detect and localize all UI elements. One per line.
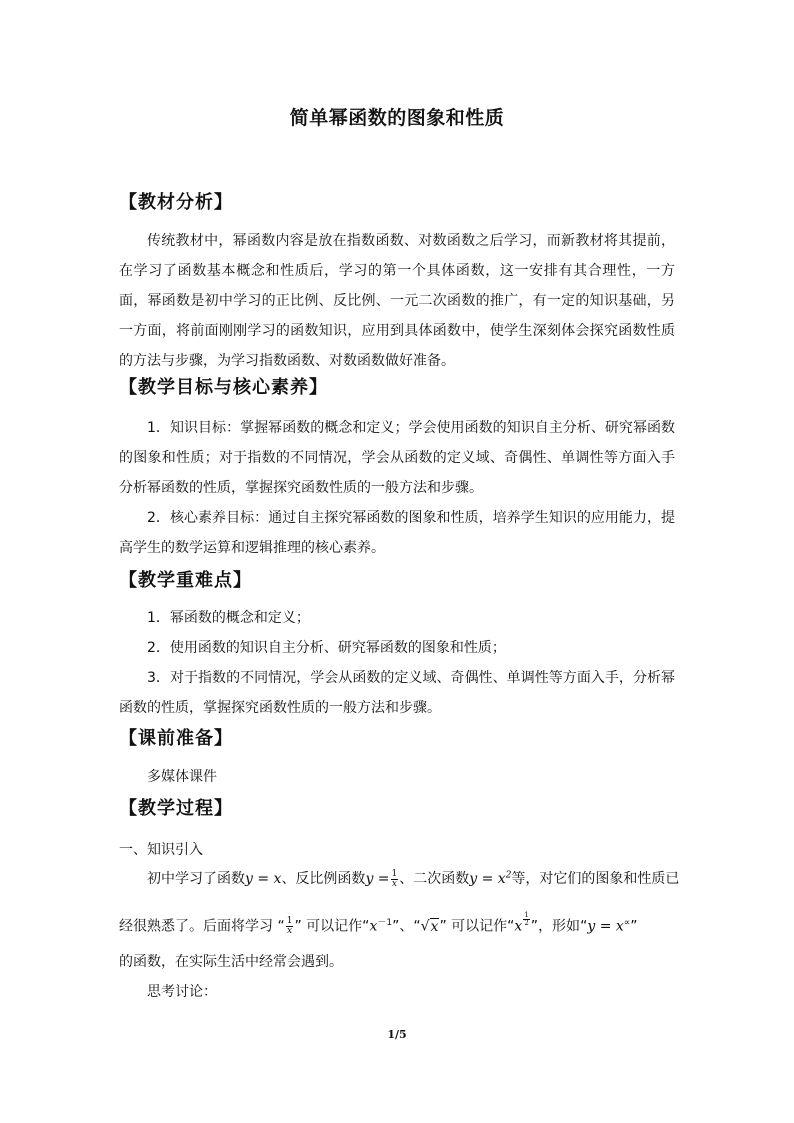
quote-close: ” <box>392 918 400 935</box>
intro-line-2 <box>119 912 637 936</box>
exponent-neg-one: －1 <box>377 918 393 928</box>
intro-text: 、 <box>399 918 414 935</box>
goals-item-2: 2．核心素养目标：通过自主探究幂函数的图象和性质，培养学生知识的应用能力，提高学生的数学运算和逻辑推理的核心素养。 <box>119 510 675 556</box>
think-discussion: 思考讨论： <box>147 984 217 1000</box>
formula-quadratic: y = x <box>469 871 506 887</box>
intro-text: ，形如 <box>538 918 581 935</box>
fraction-numerator: 1 <box>524 911 529 919</box>
prep-body: 多媒体课件 <box>147 769 217 785</box>
exponent-alpha: ∝ <box>623 918 631 928</box>
fraction-denominator: 2 <box>524 919 529 927</box>
key-point-3: 3．对于指数的不同情况，学会从函数的定义域、奇偶性、单调性等方面入手，分析幂函数的性质，掌握探究函数性质的一般方法和步骤。 <box>119 670 675 716</box>
goals-item-1: 1．知识目标：掌握幂函数的概念和定义；学会使用函数的知识自主分析、研究幂函数的图象和性质；对于指数的不同情况，学会从函数的定义域、奇偶性、单调性等方面入手分析幂函数的性质，掌握探究函数性质的一般方法和步骤。 <box>119 420 675 496</box>
quote-open: “ <box>580 918 588 935</box>
quote-open: “ <box>362 918 370 935</box>
intro-text: 等，对它们的图象和性质已 <box>511 871 680 887</box>
formula-x: x <box>369 918 378 935</box>
intro-line-1 <box>147 868 679 889</box>
document-title: 简单幂函数的图象和性质 <box>289 107 505 129</box>
intro-text: 、反比例函数 <box>281 871 366 887</box>
heading-key-points: 【教学重难点】 <box>119 570 252 591</box>
heading-analysis: 【教材分析】 <box>119 192 233 213</box>
intro-text: 初中学习了函数 <box>147 871 245 887</box>
formula-power: y = x <box>587 918 624 935</box>
fraction-one-over-x <box>391 870 399 889</box>
section-knowledge-intro: 一、知识引入 <box>119 842 203 858</box>
quote-close: ” <box>630 918 638 935</box>
formula-x-half: x <box>514 918 523 935</box>
fraction-denominator: x <box>287 926 293 937</box>
page-number: 1/5 <box>387 1028 407 1041</box>
key-point-1: 1．幂函数的概念和定义； <box>147 610 310 626</box>
intro-text: 可以记作 <box>306 918 363 935</box>
formula-sqrt-x: x <box>430 918 439 935</box>
quote-open: “ <box>413 918 421 935</box>
intro-text: 可以记作 <box>451 918 508 935</box>
key-point-2: 2．使用函数的知识自主分析、研究幂函数的图象和性质； <box>147 640 506 656</box>
quote-close: ” <box>530 918 539 935</box>
formula-linear: y = x <box>245 871 282 887</box>
analysis-paragraph: 传统教材中，幂函数内容是放在指数函数、对数函数之后学习，而新教材将其提前，在学习了函数基本概念和性质后，学习的第一个具体函数，这一安排有其合理性，一方面，幂函数是初中学习的正比例、反比例、一元二次函数的推广，有一定的知识基础，另一方面，将前面刚刚学习的函数知识，应用到具体函数中，使学生深刻体会探究函数性质的方法与步骤，为学习指数函数、对数函数做好准备。 <box>119 233 675 369</box>
heading-prep: 【课前准备】 <box>119 728 233 749</box>
quote-open: “ <box>507 918 515 935</box>
quote-close: ” <box>439 918 447 935</box>
formula-inverse: y = <box>365 871 390 887</box>
quote-open: “ <box>277 918 285 935</box>
fraction-numerator: 1 <box>286 916 293 927</box>
exponent-one-half <box>523 912 529 927</box>
quote-close: ” <box>294 918 302 935</box>
sqrt-icon: √ <box>420 918 430 935</box>
exponent-two: 2 <box>505 870 512 881</box>
intro-line-3: 的函数，在实际生活中经常会遇到。 <box>119 954 343 970</box>
intro-text: 、二次函数 <box>399 871 470 887</box>
intro-text: 经很熟悉了。后面将学习 <box>119 918 273 935</box>
fraction-one-over-x <box>286 917 294 936</box>
heading-process: 【教学过程】 <box>119 798 233 819</box>
fraction-numerator: 1 <box>391 868 398 879</box>
heading-goals: 【教学目标与核心素养】 <box>119 377 328 398</box>
fraction-denominator: x <box>391 878 397 889</box>
